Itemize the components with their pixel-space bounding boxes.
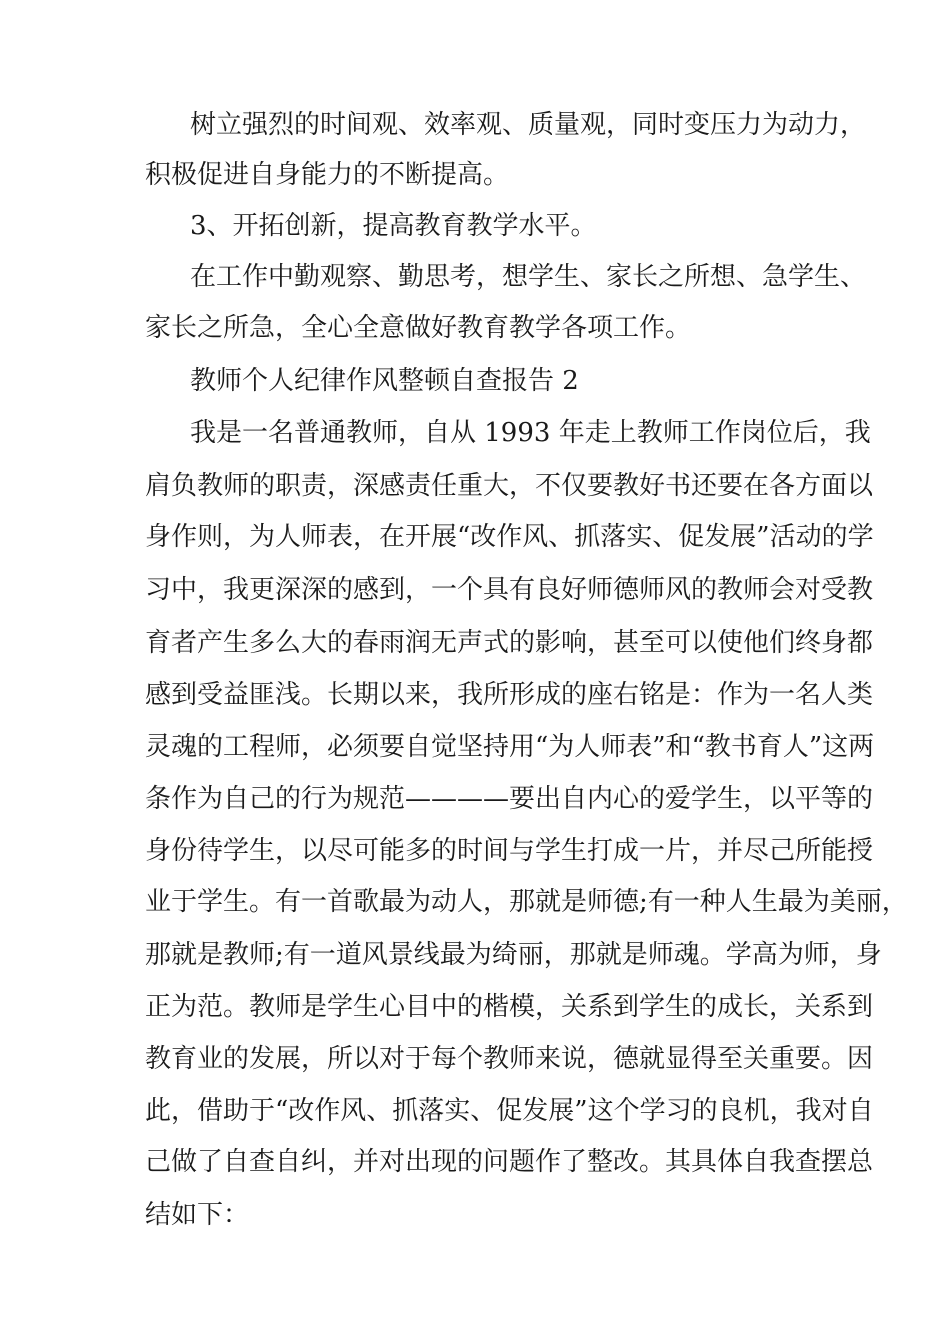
paragraph-line: 家长之所急，全心全意做好教育教学各项工作。 bbox=[145, 313, 692, 343]
report-title: 教师个人纪律作风整顿自查报告 2 bbox=[190, 366, 579, 396]
paragraph-line: 积极促进自身能力的不断提高。 bbox=[145, 160, 510, 190]
paragraph-line: 业于学生。有一首歌最为动人，那就是师德;有一种人生最为美丽， bbox=[145, 887, 908, 917]
paragraph-line: 在工作中勤观察、勤思考，想学生、家长之所想、急学生、 bbox=[190, 262, 867, 292]
paragraph-line: 条作为自己的行为规范————要出自内心的爱学生，以平等的 bbox=[145, 784, 874, 814]
paragraph-line: 身作则，为人师表，在开展“改作风、抓落实、促发展”活动的学 bbox=[145, 522, 874, 552]
paragraph-line: 树立强烈的时间观、效率观、质量观，同时变压力为动力， bbox=[190, 110, 867, 140]
paragraph-line: 此，借助于“改作风、抓落实、促发展”这个学习的良机，我对自 bbox=[145, 1096, 874, 1126]
paragraph-line: 结如下： bbox=[145, 1200, 250, 1230]
paragraph-line: 习中，我更深深的感到，一个具有良好师德师风的教师会对受教 bbox=[145, 575, 874, 605]
paragraph-line: 肩负教师的职责，深感责任重大，不仅要教好书还要在各方面以 bbox=[145, 471, 874, 501]
paragraph-line: 育者产生多么大的春雨润无声式的影响，甚至可以使他们终身都 bbox=[145, 628, 874, 658]
paragraph-line: 教育业的发展，所以对于每个教师来说，德就显得至关重要。因 bbox=[145, 1044, 874, 1074]
paragraph-line: 身份待学生，以尽可能多的时间与学生打成一片，并尽己所能授 bbox=[145, 836, 874, 866]
paragraph-line: 我是一名普通教师，自从 1993 年走上教师工作岗位后，我 bbox=[190, 418, 871, 448]
paragraph-line: 感到受益匪浅。长期以来，我所形成的座右铭是：作为一名人类 bbox=[145, 680, 874, 710]
paragraph-line: 灵魂的工程师，必须要自觉坚持用“为人师表”和“教书育人”这两 bbox=[145, 732, 875, 762]
paragraph-line: 正为范。教师是学生心目中的楷模，关系到学生的成长，关系到 bbox=[145, 992, 874, 1022]
paragraph-line: 那就是教师;有一道风景线最为绮丽，那就是师魂。学高为师，身 bbox=[145, 940, 882, 970]
section-heading: 3、开拓创新，提高教育教学水平。 bbox=[190, 211, 597, 241]
paragraph-line: 己做了自查自纠，并对出现的问题作了整改。其具体自我查摆总 bbox=[145, 1147, 874, 1177]
